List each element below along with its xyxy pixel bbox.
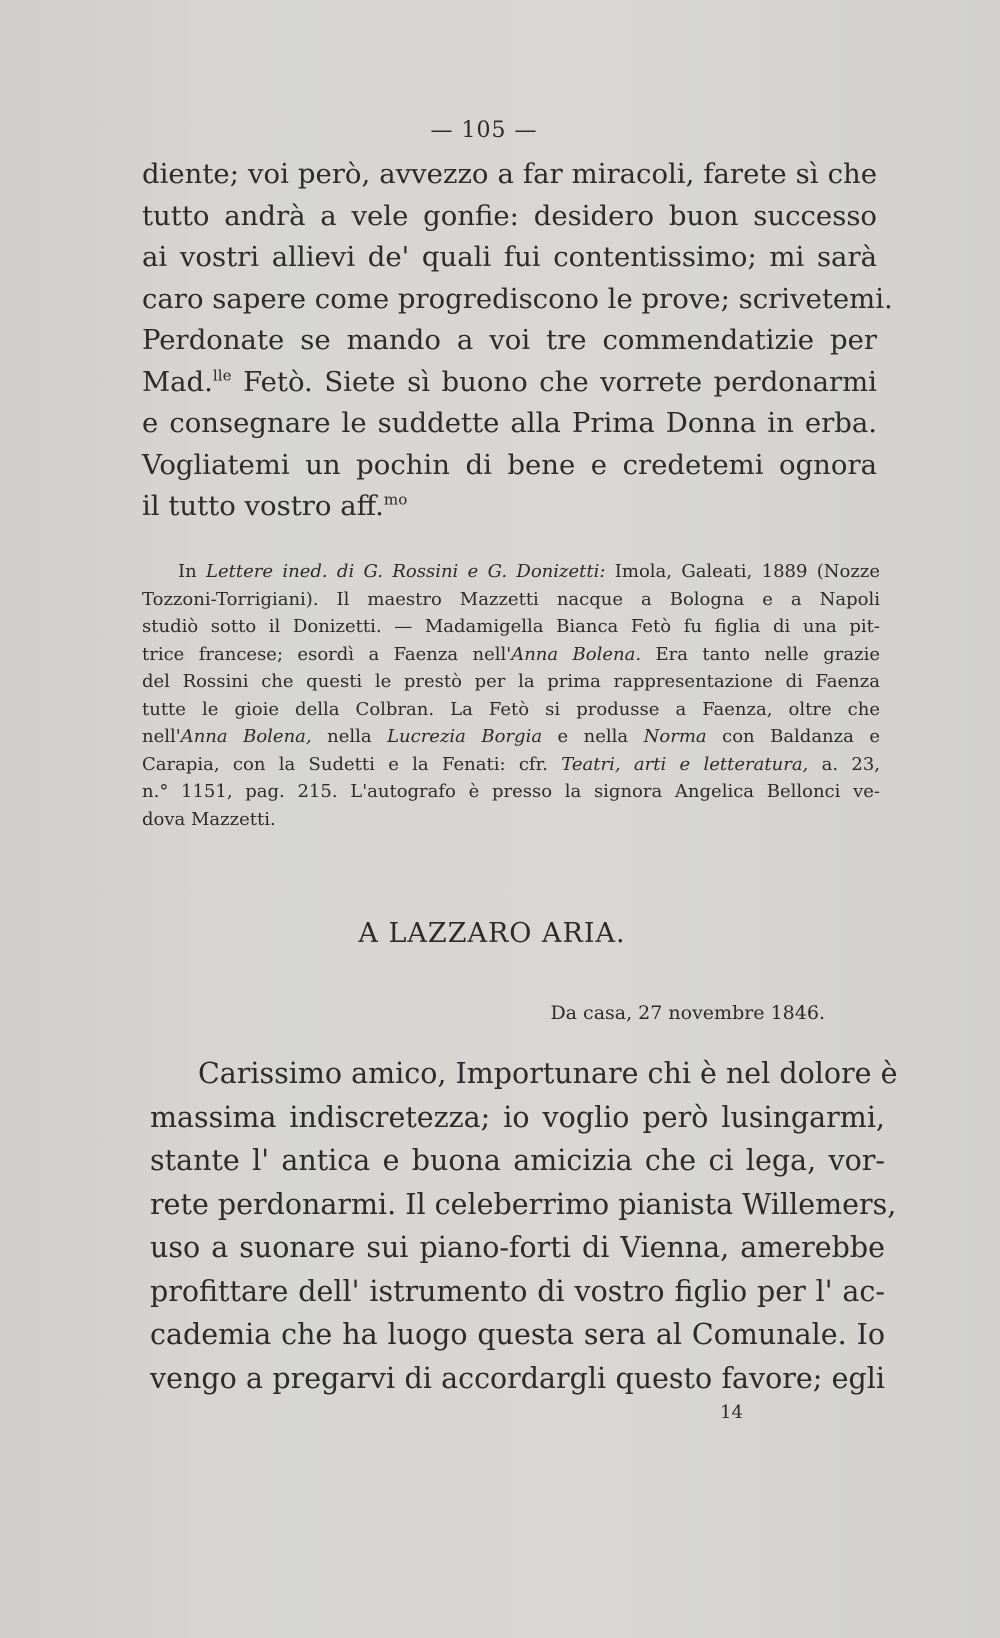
- text-line: caro sapere come progrediscono le prove; scrivetemi.: [142, 282, 893, 315]
- footnote-line: n.° 1151, pag. 215. L'autografo è presso la signora Angelica Bellonci ve-: [142, 781, 880, 802]
- footnote-line: studiò sotto il Donizetti. — Madamigella Bianca Fetò fu figlia di una pit-: [142, 616, 880, 637]
- opera-title: Anna Bolena,: [180, 726, 312, 747]
- opera-title: Norma: [643, 726, 707, 747]
- closing-text: il tutto vostro aff.: [142, 490, 384, 522]
- letter-text: [150, 1052, 898, 1400]
- footnote-line: [142, 723, 880, 751]
- page-number: — 105 —: [430, 118, 538, 143]
- text-fragment: Era tanto nelle grazie: [641, 643, 880, 665]
- mad-superscript: lle: [212, 365, 232, 384]
- opera-title: Anna Bolena.: [511, 643, 642, 665]
- footnote-line: [142, 751, 880, 779]
- letter-heading: A LAZZARO ARIA.: [358, 918, 626, 949]
- text-line: profittare dell' istrumento di vostro figlio per l' ac-: [150, 1274, 885, 1308]
- text-line: ai vostri allievi de' quali fui contentissimo; mi sarà: [142, 241, 877, 273]
- journal-title: Teatri, arti e letteratura,: [561, 753, 809, 775]
- text-fragment: Fetò. Siete sì buono che vorrete perdonarmi: [243, 365, 877, 398]
- text-line: massima indiscretezza; io voglio però lusingarmi,: [150, 1100, 885, 1134]
- text-line: Vogliatemi un pochin di bene e credetemi ognora: [142, 448, 877, 481]
- text-fragment: In: [178, 561, 207, 582]
- text-fragment: nella: [311, 726, 388, 747]
- text-line: rete perdonarmi. Il celeberrimo pianista Willemers,: [150, 1187, 897, 1221]
- text-fragment: e nella: [542, 726, 644, 747]
- text-line: cademia che ha luogo questa sera al Comunale. Io: [150, 1318, 885, 1351]
- text-fragment: con Baldanza e: [706, 726, 880, 747]
- text-line: uso a suonare sui piano-forti di Vienna, amerebbe: [150, 1231, 885, 1264]
- text-line: Carissimo amico, Importunare chi è nel dolore è: [198, 1057, 898, 1090]
- text-line: tutto andrà a vele gonfie: desidero buon successo: [142, 199, 877, 232]
- text-fragment: Imola, Galeati, 1889 (Nozze: [605, 561, 880, 582]
- footnote-line: del Rossini che questi le prestò per la prima rappresentazione di Faenza: [142, 671, 880, 692]
- text-fragment: trice francese; esordì a Faenza nell': [142, 643, 512, 665]
- footnote-line: dova Mazzetti.: [142, 808, 276, 830]
- letter-text-continued: [142, 154, 893, 528]
- mad-abbrev: Mad.: [142, 365, 213, 398]
- signature-mark: 14: [720, 1402, 743, 1423]
- footnote-line: Tozzoni-Torrigiani). Il maestro Mazzetti nacque a Bologna e a Napoli: [142, 588, 880, 610]
- text-line: e consegnare le suddette alla Prima Donna in erba.: [142, 407, 877, 439]
- text-line: diente; voi però, avvezzo a far miracoli, farete sì che: [142, 158, 877, 190]
- text-line: Perdonate se mando a voi tre commendatizie per: [142, 324, 877, 356]
- aff-superscript: mo: [383, 490, 408, 509]
- footnote-line: [142, 641, 880, 669]
- book-title: Lettere ined. di G. Rossini e G. Donizetti:: [206, 561, 606, 582]
- text-line: [142, 486, 877, 528]
- footnote-line: tutte le gioie della Colbran. La Fetò si produsse a Faenza, oltre che: [142, 698, 880, 720]
- text-line: [142, 362, 877, 404]
- footnote-line: [142, 558, 880, 586]
- dateline: Da casa, 27 novembre 1846.: [550, 1002, 825, 1024]
- text-fragment: a. 23,: [808, 753, 881, 775]
- text-fragment: Carapia, con la Sudetti e la Fenati: cfr.: [142, 753, 562, 775]
- opera-title: Lucrezia Borgia: [387, 726, 543, 747]
- text-line: vengo a pregarvi di accordargli questo favore; egli: [150, 1361, 885, 1395]
- footnote: [142, 558, 880, 833]
- text-line: stante l' antica e buona amicizia che ci lega, vor-: [150, 1144, 885, 1177]
- text-fragment: nell': [142, 726, 181, 747]
